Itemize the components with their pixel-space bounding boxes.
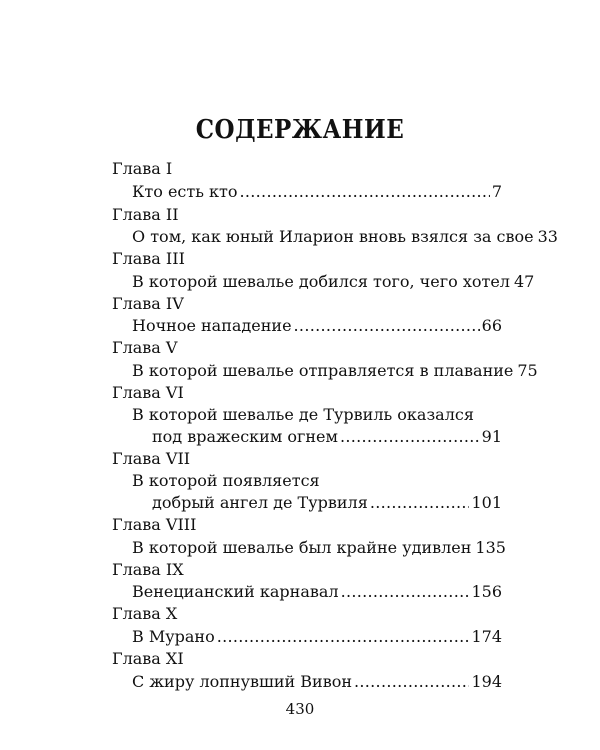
chapter-label: Глава XI (112, 649, 184, 668)
chapter-label: Глава I (112, 159, 173, 178)
entry-title: В которой шевалье отправляется в плавание (132, 361, 514, 380)
page-number: 430 (285, 700, 315, 718)
entry-title-line2: добрый ангел де Турвиля (152, 493, 368, 512)
chapter-label: Глава VI (112, 383, 184, 402)
chapter-label: Глава IV (112, 294, 184, 313)
chapter-label: Глава II (112, 205, 179, 224)
toc-entry[interactable] (132, 627, 502, 647)
entry-title: В которой шевалье добился того, чего хотел (132, 272, 510, 291)
dot-leader (340, 427, 480, 447)
dot-leader (240, 182, 490, 202)
entry-page: 174 (471, 627, 502, 646)
toc-entry[interactable] (132, 316, 502, 336)
chapter-label: Глава IX (112, 560, 184, 579)
entry-page: 75 (517, 361, 538, 380)
entry-title: Кто есть кто (132, 182, 238, 201)
entry-page: 156 (471, 582, 502, 601)
entry-title: О том, как юный Иларион вновь взялся за свое (132, 227, 534, 246)
toc-entry[interactable] (132, 582, 502, 602)
entry-title-line1[interactable]: В которой появляется (132, 471, 320, 490)
toc-entry[interactable] (152, 427, 502, 447)
dot-leader (217, 627, 470, 647)
chapter-label: Глава VIII (112, 515, 197, 534)
toc-entry[interactable] (132, 361, 538, 381)
dot-leader (341, 582, 470, 602)
dot-leader (294, 316, 480, 336)
entry-page: 7 (491, 182, 502, 201)
toc-entry[interactable] (132, 227, 558, 247)
dot-leader (354, 672, 469, 692)
entry-page: 47 (513, 272, 535, 291)
chapter-label: Глава III (112, 249, 185, 268)
entry-title: Ночное нападение (132, 316, 292, 335)
entry-title: Венецианский карнавал (132, 582, 339, 601)
entry-title: С жиру лопнувший Вивон (132, 672, 353, 691)
chapter-label: Глава VII (112, 449, 191, 468)
entry-page: 33 (537, 227, 558, 246)
chapter-label: Глава X (112, 604, 178, 623)
toc-entry[interactable] (132, 672, 502, 692)
entry-title-line2: под вражеским огнем (152, 427, 338, 446)
entry-page: 194 (471, 672, 502, 691)
chapter-label: Глава V (112, 338, 178, 357)
toc-entry[interactable] (132, 538, 506, 558)
page-title: СОДЕРЖАНИЕ (195, 113, 405, 146)
dot-leader (370, 493, 470, 513)
toc-entry[interactable] (132, 182, 502, 202)
entry-title-line1[interactable]: В которой шевалье де Турвиль оказался (132, 405, 474, 424)
entry-page: 91 (481, 427, 502, 446)
toc-entry[interactable] (152, 493, 502, 513)
entry-page: 66 (481, 316, 502, 335)
toc-entry[interactable] (132, 272, 535, 292)
entry-title: В которой шевалье был крайне удивлен (132, 538, 472, 557)
entry-page: 101 (471, 493, 502, 512)
entry-title: В Мурано (132, 627, 215, 646)
entry-page: 135 (475, 538, 506, 557)
